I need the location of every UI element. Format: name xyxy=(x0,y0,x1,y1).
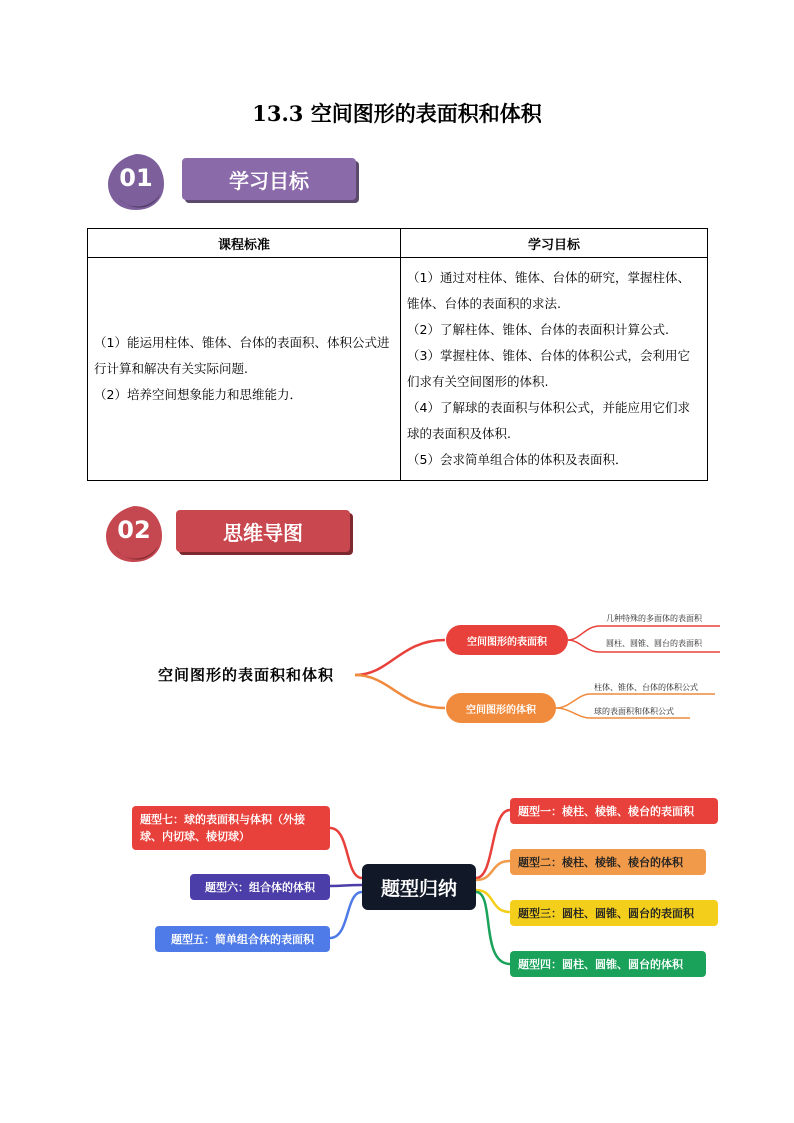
page-title: 13.3 空间图形的表面积和体积 xyxy=(252,101,542,126)
goal-item: （1）通过对柱体、锥体、台体的研究，掌握柱体、锥体、台体的表面积的求法. xyxy=(407,270,690,311)
mindmap2-topic: 题型四：圆柱、圆锥、圆台的体积 xyxy=(510,951,706,977)
mindmap1-leaf: 几种特殊的多面体的表面积 xyxy=(606,614,702,623)
mindmap1-branch-volume: 空间图形的体积 xyxy=(446,693,556,723)
standard-item: （1）能运用柱体、锥体、台体的表面积、体积公式进行计算和解决有关实际问题. xyxy=(94,335,390,376)
section-number-badge xyxy=(102,502,162,562)
mindmap1-branch-surface: 空间图形的表面积 xyxy=(446,625,568,655)
mindmap2-topic: 题型三：圆柱、圆锥、圆台的表面积 xyxy=(510,900,718,926)
mindmap2-center: 题型归纳 xyxy=(362,864,476,910)
goal-item: （2）了解柱体、锥体、台体的表面积计算公式. xyxy=(407,322,669,337)
table-header-goal: 学习目标 xyxy=(401,229,708,258)
section-banner-goals: 学习目标 xyxy=(182,158,356,200)
section-number: 02 xyxy=(117,516,151,544)
mindmap1-leaf: 柱体、锥体、台体的体积公式 xyxy=(594,683,698,692)
goals-cell xyxy=(401,258,708,481)
standard-item: （2）培养空间想象能力和思维能力． xyxy=(94,387,302,402)
goal-item: （5）会求简单组合体的体积及表面积． xyxy=(407,452,628,467)
goal-item: （4）了解球的表面积与体积公式，并能应用它们求球的表面积及体积. xyxy=(407,400,690,441)
section-number: 01 xyxy=(119,164,153,192)
table-header-standard: 课程标准 xyxy=(88,229,401,258)
mindmap2-topic: 题型七：球的表面积与体积（外接球、内切球、棱切球） xyxy=(132,806,330,850)
section-number-badge xyxy=(104,150,164,210)
goals-table xyxy=(87,228,708,481)
mindmap2-topic: 题型二：棱柱、棱锥、棱台的体积 xyxy=(510,849,706,875)
mindmap1-leaf: 圆柱、圆锥、圆台的表面积 xyxy=(606,639,702,648)
standards-cell xyxy=(88,258,401,481)
mindmap2-topic: 题型一：棱柱、棱锥、棱台的表面积 xyxy=(510,798,718,824)
goal-item: （3）掌握柱体、锥体、台体的体积公式，会利用它们求有关空间图形的体积. xyxy=(407,348,690,389)
mindmap1-leaf: 球的表面积和体积公式 xyxy=(594,707,674,716)
mindmap1-root: 空间图形的表面积和体积 xyxy=(158,666,335,684)
mindmap2-topic: 题型六：组合体的体积 xyxy=(190,874,330,900)
mindmap2-topic: 题型五：简单组合体的表面积 xyxy=(155,926,330,952)
section-banner-mindmap: 思维导图 xyxy=(176,510,350,552)
